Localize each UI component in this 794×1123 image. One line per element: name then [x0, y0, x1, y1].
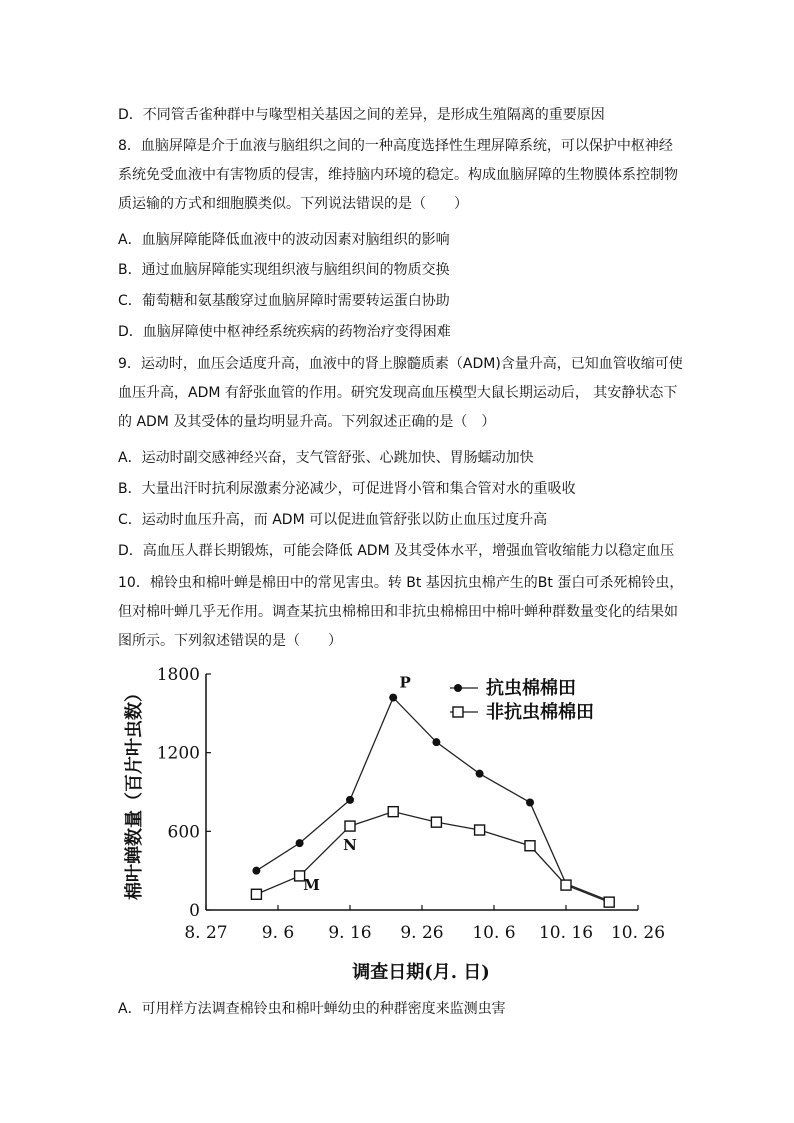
data-point-series-1 — [252, 867, 260, 875]
q8-option-c: C．葡萄糖和氨基酸穿过血脑屏障时需要转运蛋白协助 — [118, 293, 450, 309]
population-line-chart — [118, 660, 678, 990]
data-point-series-1 — [476, 770, 484, 778]
x-tick-label: 10. 16 — [538, 923, 594, 943]
question-8-stem — [118, 132, 678, 219]
question-line: 9．运动时，血压会适度升高，血液中的肾上腺髓质素（ADM)含量升高，已知血管收缩可使 — [118, 356, 683, 372]
data-point-series-2 — [345, 821, 355, 831]
data-point-series-1 — [432, 738, 440, 746]
x-axis-title: 调查日期(月. 日) — [352, 962, 490, 983]
prev-option-d: D．不同管舌雀种群中与喙型相关基因之间的差异，是形成生殖隔离的重要原因 — [118, 107, 605, 123]
x-tick-label: 9. 6 — [261, 923, 295, 943]
question-9-stem — [118, 350, 683, 437]
x-tick-label: 9. 16 — [328, 923, 372, 943]
annotation-m: M — [303, 875, 320, 894]
data-point-series-2 — [475, 825, 485, 835]
chart-legend — [450, 677, 594, 723]
question-line: 10．棉铃虫和棉叶蝉是棉田中的常见害虫。转 Bt 基因抗虫棉产生的Bt 蛋白可杀死棉铃虫， — [118, 575, 684, 591]
legend-label: 抗虫棉棉田 — [486, 678, 576, 699]
legend-label: 非抗虫棉棉田 — [486, 702, 594, 723]
question-line: 血压升高，ADM 有舒张血管的作用。研究发现高血压模型大鼠长期运动后， 其安静状态下 — [118, 385, 678, 401]
question-line: 系统免受血液中有害物质的侵害，维持脑内环境的稳定。构成血脑屏障的生物膜体系控制物 — [118, 167, 678, 183]
y-tick-label: 1800 — [156, 665, 200, 685]
data-point-series-1 — [346, 796, 354, 804]
y-axis-title: 棉叶蝉数量（百片叶虫数） — [124, 684, 145, 900]
x-tick-label: 8. 27 — [184, 923, 228, 943]
q8-option-d: D．血脑屏障使中枢神经系统疾病的药物治疗变得困难 — [118, 324, 451, 340]
series-line-1 — [256, 698, 609, 901]
data-point-series-2 — [251, 889, 261, 899]
data-point-series-1 — [389, 694, 397, 702]
q8-option-a: A．血脑屏障能降低血液中的波动因素对脑组织的影响 — [118, 232, 450, 248]
q8-option-b: B．通过血脑屏障能实现组织液与脑组织间的物质交换 — [118, 262, 450, 278]
annotation-p: P — [399, 673, 411, 692]
y-tick-label: 600 — [167, 822, 200, 843]
data-point-series-2 — [561, 880, 571, 890]
annotation-n: N — [343, 836, 357, 855]
legend-marker — [454, 684, 462, 692]
q9-option-d: D．高血压人群长期锻炼，可能会降低 ADM 及其受体水平，增强血管收缩能力以稳定血压 — [118, 543, 675, 559]
y-tick-label: 0 — [189, 901, 200, 921]
data-point-series-1 — [526, 798, 534, 806]
question-line: 8．血脑屏障是介于血液与脑组织之间的一种高度选择性生理屏障系统，可以保护中枢神经 — [118, 138, 673, 154]
x-tick-label: 9. 26 — [400, 923, 444, 943]
q9-option-b: B．大量出汗时抗利尿激素分泌减少，可促进肾小管和集合管对水的重吸收 — [118, 481, 576, 497]
x-tick-label: 10. 6 — [472, 923, 516, 943]
data-point-series-1 — [296, 839, 304, 847]
question-line: 质运输的方式和细胞膜类似。下列说法错误的是（ ） — [118, 196, 468, 212]
question-10-stem — [118, 569, 683, 656]
question-line: 的 ADM 及其受体的量均明显升高。下列叙述正确的是（ ） — [118, 414, 496, 430]
data-point-series-2 — [431, 817, 441, 827]
x-tick-label: 10. 26 — [610, 923, 666, 943]
question-line: 但对棉叶蝉几乎无作用。调查某抗虫棉棉田和非抗虫棉棉田中棉叶蝉种群数量变化的结果如 — [118, 604, 678, 620]
data-point-series-2 — [525, 841, 535, 851]
legend-marker — [453, 707, 463, 717]
data-point-series-2 — [388, 807, 398, 817]
q9-option-c: C．运动时血压升高，而 ADM 可以促进血管舒张以防止血压过度升高 — [118, 512, 548, 528]
question-line: 图所示。下列叙述错误的是（ ） — [118, 633, 342, 649]
data-point-series-2 — [604, 897, 614, 907]
y-tick-label: 1200 — [156, 743, 200, 764]
q10-option-a: A．可用样方法调查棉铃虫和棉叶蝉幼虫的种群密度来监测虫害 — [118, 1001, 506, 1017]
q9-option-a: A．运动时副交感神经兴奋，支气管舒张、心跳加快、胃肠蠕动加快 — [118, 450, 534, 466]
